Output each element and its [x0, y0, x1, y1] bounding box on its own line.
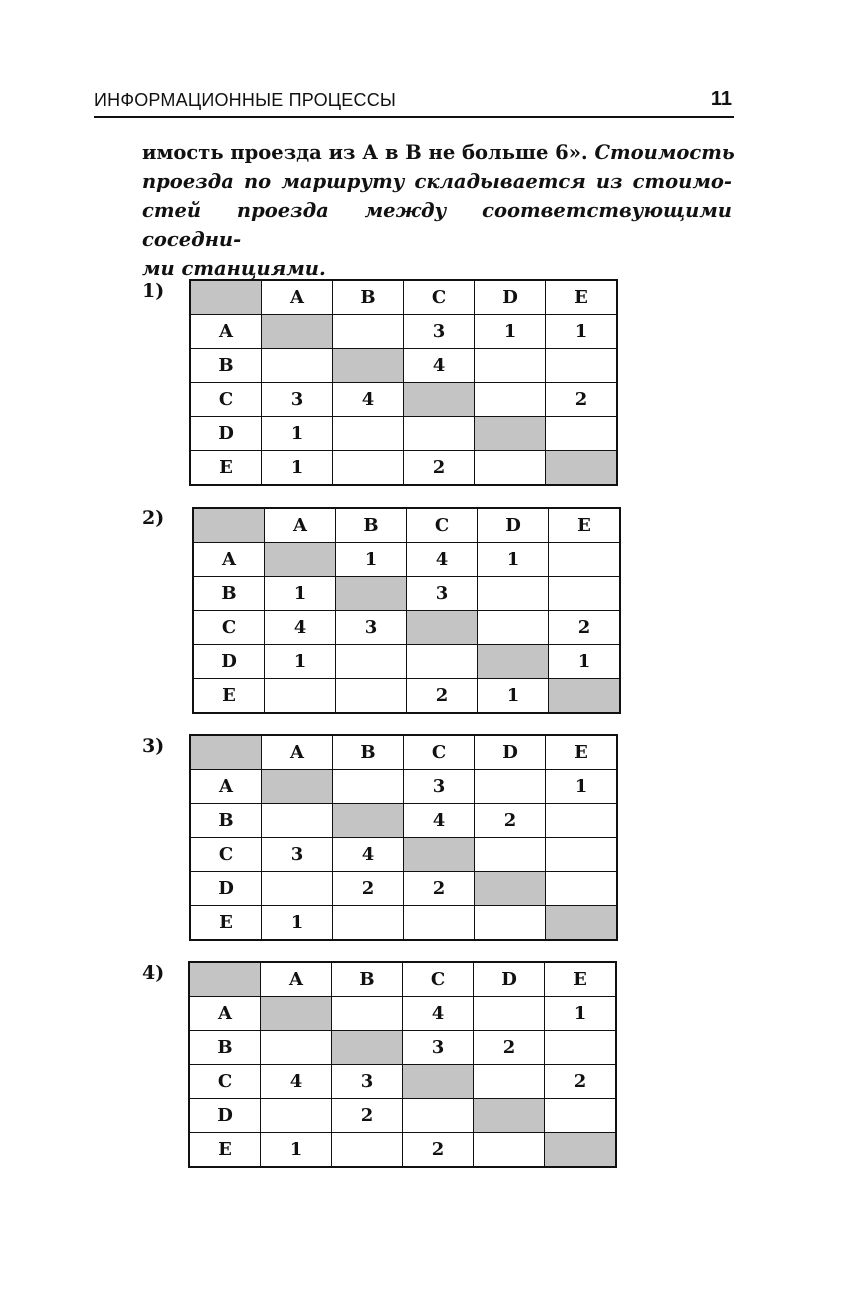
cost-cell: [407, 645, 478, 679]
table-row: [190, 349, 617, 383]
intro-line-2: [142, 167, 732, 196]
diagonal-cell: [474, 1099, 545, 1133]
cost-cell: 4: [403, 997, 474, 1031]
intro-line-3: [142, 196, 732, 254]
cost-cell: 4: [333, 838, 404, 872]
column-header: C: [407, 508, 478, 543]
table-row: [193, 645, 620, 679]
corner-cell: [189, 962, 261, 997]
diagonal-cell: [478, 645, 549, 679]
distance-table: [189, 734, 618, 941]
cost-cell: [336, 645, 407, 679]
row-header: A: [190, 315, 262, 349]
cost-cell: 1: [265, 645, 336, 679]
column-header: B: [332, 962, 403, 997]
row-header: D: [190, 872, 262, 906]
table-header-row: [189, 962, 616, 997]
row-header: E: [193, 679, 265, 714]
distance-table: [188, 961, 617, 1168]
row-header: E: [190, 451, 262, 486]
cost-cell: [475, 906, 546, 941]
cost-cell: [333, 906, 404, 941]
diagonal-cell: [549, 679, 621, 714]
cost-cell: [336, 679, 407, 714]
cost-cell: 2: [475, 804, 546, 838]
cost-cell: 3: [404, 315, 475, 349]
diagonal-cell: [265, 543, 336, 577]
column-header: B: [336, 508, 407, 543]
row-header: B: [190, 349, 262, 383]
table-row: [189, 1133, 616, 1168]
cost-cell: [545, 1099, 617, 1133]
table-header-row: [190, 735, 617, 770]
diagonal-cell: [475, 417, 546, 451]
row-header: C: [193, 611, 265, 645]
table-row: [190, 770, 617, 804]
table-row: [190, 315, 617, 349]
row-header: B: [193, 577, 265, 611]
cost-cell: 1: [262, 417, 333, 451]
cost-cell: [474, 1133, 545, 1168]
table-row: [193, 679, 620, 714]
row-header: C: [190, 383, 262, 417]
table-row: [190, 872, 617, 906]
table-row: [193, 577, 620, 611]
column-header: D: [478, 508, 549, 543]
cost-cell: 4: [404, 804, 475, 838]
cost-cell: 2: [545, 1065, 617, 1099]
column-header: D: [474, 962, 545, 997]
column-header: C: [403, 962, 474, 997]
intro-line-4-text: ми станциями.: [142, 257, 326, 280]
diagonal-cell: [407, 611, 478, 645]
cost-cell: 1: [265, 577, 336, 611]
cost-cell: 1: [262, 451, 333, 486]
cost-cell: 2: [404, 451, 475, 486]
cost-cell: 4: [261, 1065, 332, 1099]
column-header: A: [262, 280, 333, 315]
cost-cell: [265, 679, 336, 714]
cost-cell: [474, 1065, 545, 1099]
cost-cell: [545, 1031, 617, 1065]
table-row: [189, 997, 616, 1031]
option-label: 4): [142, 962, 165, 984]
cost-cell: [474, 997, 545, 1031]
cost-cell: [333, 315, 404, 349]
cost-cell: [475, 451, 546, 486]
cost-cell: 1: [336, 543, 407, 577]
cost-cell: 1: [262, 906, 333, 941]
cost-cell: [546, 838, 618, 872]
table-row: [190, 906, 617, 941]
cost-cell: 1: [475, 315, 546, 349]
table-row: [189, 1031, 616, 1065]
cost-cell: 2: [332, 1099, 403, 1133]
table-header-row: [190, 280, 617, 315]
chapter-title: ИНФОРМАЦИОННЫЕ ПРОЦЕССЫ: [94, 90, 397, 110]
cost-cell: 1: [549, 645, 621, 679]
cost-cell: 4: [333, 383, 404, 417]
cost-cell: [333, 770, 404, 804]
cost-cell: [404, 906, 475, 941]
cost-cell: [475, 383, 546, 417]
diagonal-cell: [545, 1133, 617, 1168]
cost-cell: 2: [549, 611, 621, 645]
diagonal-cell: [332, 1031, 403, 1065]
distance-table: [192, 507, 621, 714]
cost-cell: 3: [404, 770, 475, 804]
cost-cell: 4: [265, 611, 336, 645]
cost-cell: [478, 611, 549, 645]
corner-cell: [190, 280, 262, 315]
row-header: B: [190, 804, 262, 838]
diagonal-cell: [262, 315, 333, 349]
table-row: [190, 417, 617, 451]
cost-cell: [261, 1031, 332, 1065]
row-header: D: [193, 645, 265, 679]
row-header: C: [190, 838, 262, 872]
row-header: A: [189, 997, 261, 1031]
cost-cell: [404, 417, 475, 451]
row-header: D: [189, 1099, 261, 1133]
cost-cell: [332, 1133, 403, 1168]
cost-cell: 1: [478, 543, 549, 577]
cost-cell: 3: [403, 1031, 474, 1065]
cost-cell: [546, 872, 618, 906]
diagonal-cell: [262, 770, 333, 804]
diagonal-cell: [475, 872, 546, 906]
row-header: D: [190, 417, 262, 451]
column-header: D: [475, 280, 546, 315]
table-row: [190, 804, 617, 838]
cost-cell: 1: [546, 770, 618, 804]
column-header: B: [333, 735, 404, 770]
cost-cell: [475, 349, 546, 383]
cost-cell: 2: [403, 1133, 474, 1168]
cost-cell: 2: [474, 1031, 545, 1065]
option-label: 3): [142, 735, 165, 757]
cost-cell: [546, 349, 618, 383]
cost-cell: [478, 577, 549, 611]
diagonal-cell: [546, 451, 618, 486]
cost-cell: 1: [261, 1133, 332, 1168]
diagonal-cell: [261, 997, 332, 1031]
cost-cell: 2: [546, 383, 618, 417]
table-row: [193, 611, 620, 645]
diagonal-cell: [546, 906, 618, 941]
intro-line-1: [142, 138, 735, 167]
table-row: [189, 1099, 616, 1133]
row-header: B: [189, 1031, 261, 1065]
cost-cell: [333, 451, 404, 486]
cost-cell: 3: [332, 1065, 403, 1099]
table-row: [189, 1065, 616, 1099]
row-header: A: [190, 770, 262, 804]
cost-cell: 3: [336, 611, 407, 645]
column-header: C: [404, 280, 475, 315]
column-header: A: [262, 735, 333, 770]
table-row: [190, 383, 617, 417]
diagonal-cell: [404, 383, 475, 417]
column-header: B: [333, 280, 404, 315]
cost-cell: [261, 1099, 332, 1133]
corner-cell: [190, 735, 262, 770]
diagonal-cell: [333, 349, 404, 383]
row-header: E: [190, 906, 262, 941]
column-header: E: [546, 280, 618, 315]
column-header: C: [404, 735, 475, 770]
table-row: [193, 543, 620, 577]
cost-cell: [549, 543, 621, 577]
cost-cell: [546, 804, 618, 838]
column-header: E: [549, 508, 621, 543]
cost-cell: [546, 417, 618, 451]
cost-cell: 1: [478, 679, 549, 714]
row-header: C: [189, 1065, 261, 1099]
diagonal-cell: [404, 838, 475, 872]
cost-cell: 4: [404, 349, 475, 383]
option-label: 2): [142, 507, 165, 529]
table-row: [190, 838, 617, 872]
table-row: [190, 451, 617, 486]
diagonal-cell: [333, 804, 404, 838]
cost-cell: 4: [407, 543, 478, 577]
cost-cell: 2: [407, 679, 478, 714]
cost-cell: [262, 349, 333, 383]
intro-line-2-text: проезда по маршруту складывается из стоимо-: [142, 170, 732, 193]
diagonal-cell: [403, 1065, 474, 1099]
cost-cell: 3: [262, 838, 333, 872]
cost-cell: [262, 804, 333, 838]
intro-line-1-italic: Стоимость: [594, 141, 735, 164]
cost-cell: [549, 577, 621, 611]
cost-cell: [475, 838, 546, 872]
column-header: A: [265, 508, 336, 543]
cost-cell: 2: [333, 872, 404, 906]
cost-cell: 1: [546, 315, 618, 349]
page-header: [94, 88, 734, 118]
row-header: E: [189, 1133, 261, 1168]
cost-cell: [333, 417, 404, 451]
intro-paragraph: [142, 138, 735, 283]
table-header-row: [193, 508, 620, 543]
intro-line-3-text: стей проезда между соответствующими соседни-: [142, 199, 732, 251]
cost-cell: 3: [262, 383, 333, 417]
option-label: 1): [142, 280, 165, 302]
intro-line-1-plain: имость проезда из А в В не больше 6».: [142, 141, 588, 164]
cost-cell: 1: [545, 997, 617, 1031]
cost-cell: 2: [404, 872, 475, 906]
cost-cell: [403, 1099, 474, 1133]
corner-cell: [193, 508, 265, 543]
cost-cell: [475, 770, 546, 804]
distance-table: [189, 279, 618, 486]
cost-cell: 3: [407, 577, 478, 611]
row-header: A: [193, 543, 265, 577]
page-number: 11: [710, 88, 732, 110]
column-header: E: [546, 735, 618, 770]
column-header: D: [475, 735, 546, 770]
diagonal-cell: [336, 577, 407, 611]
cost-cell: [332, 997, 403, 1031]
column-header: A: [261, 962, 332, 997]
cost-cell: [262, 872, 333, 906]
column-header: E: [545, 962, 617, 997]
